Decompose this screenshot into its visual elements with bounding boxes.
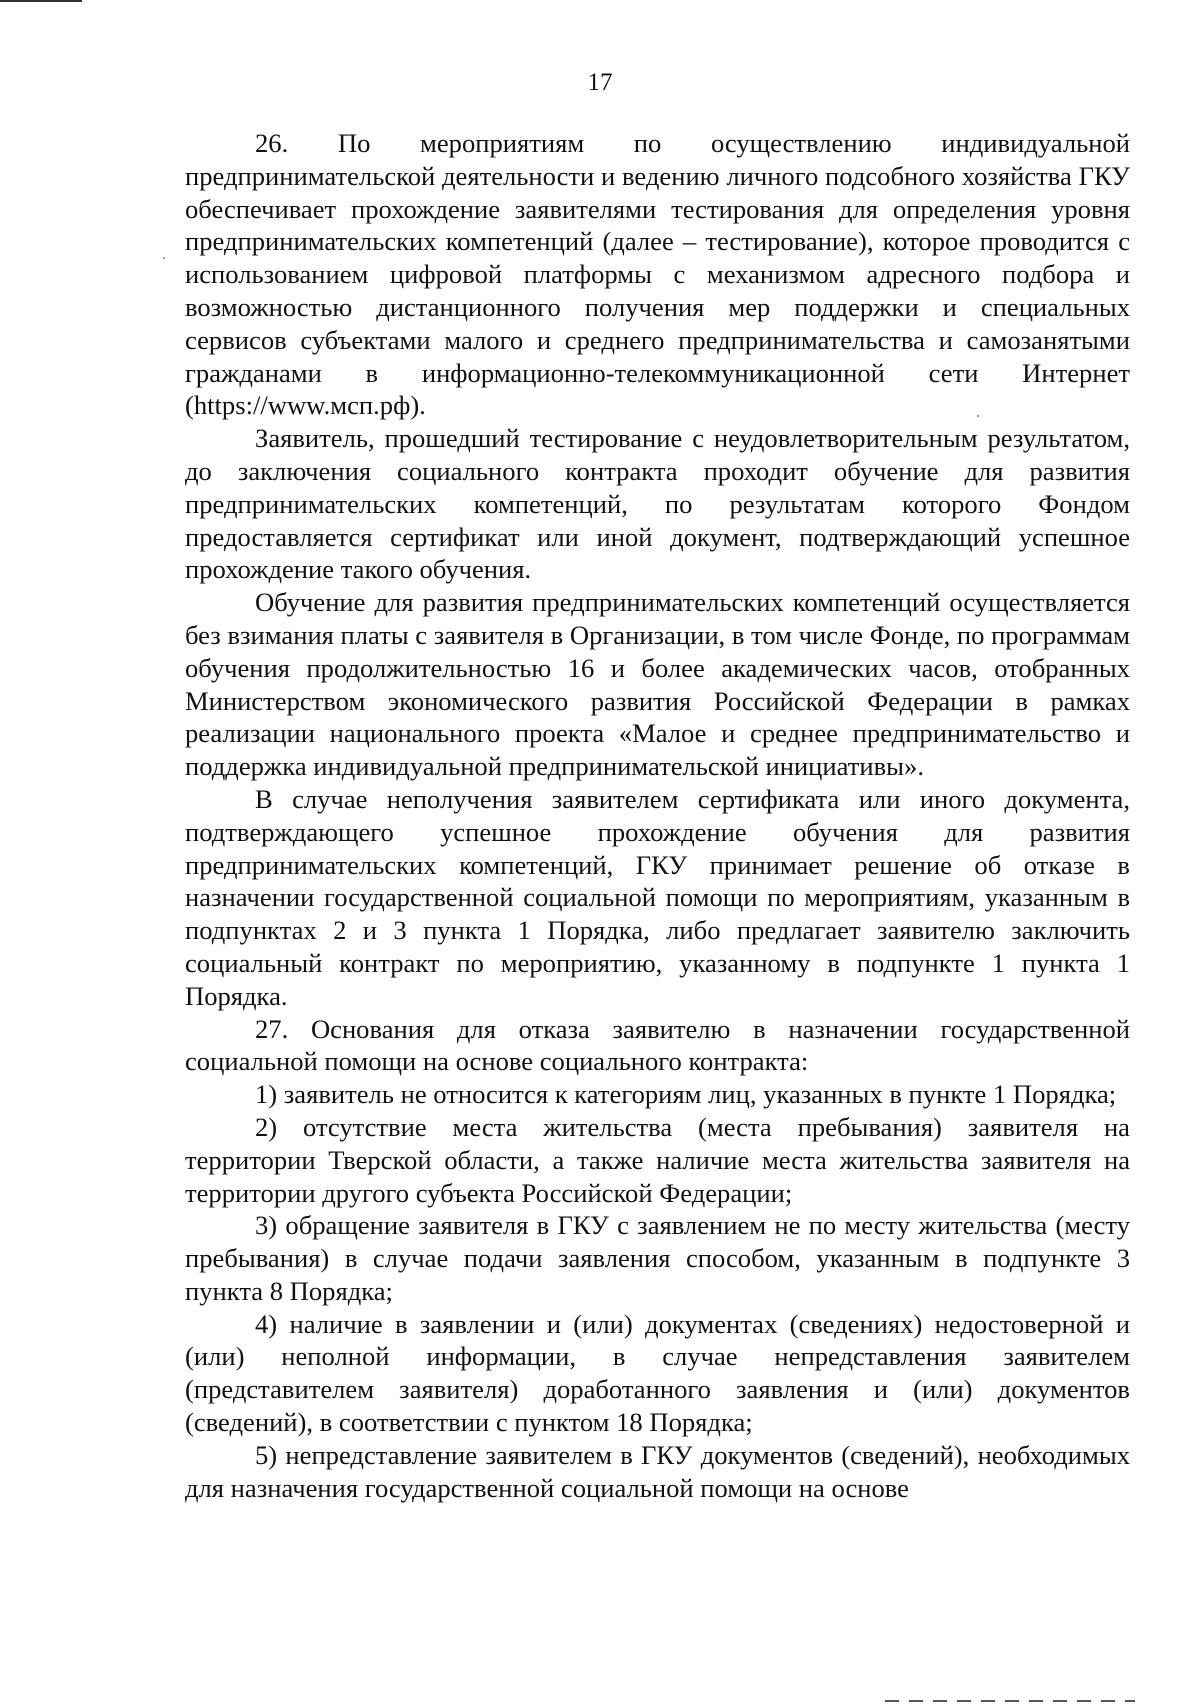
list-item-3: 3) обращение заявителя в ГКУ с заявлением не по месту жительства (месту пребывания) в случае подачи заявления способом, указанным в подпункте 3 пункта 8 Порядка; [185,1210,1130,1306]
page-number: 17 [587,69,613,96]
paragraph-training: Обучение для развития предпринимательских компетенций осуществляется без взимания платы с заявителя в Организации, в том числе Фонде, по программам обучения продолжительностью 16 и более академических часов, отобранных Министерством экономического развития Российской Федерации в рамках реализации национального проекта «Малое и среднее предпринимательство и поддержка индивидуальной предпринимательской инициативы». [185,587,1131,782]
list-item-2: 2) отсутствие места жительства (места пребывания) заявителя на территории Тверской области, а также наличие места жительства заявителя на территории другого субъекта Российской Федерации; [185,1111,1130,1208]
paragraph-no-certificate: В случае неполучения заявителем сертификата или иного документа, подтверждающего успешное прохождение обучения для развития предпринимательских компетенций, ГКУ принимает решение об отказе в назначении государственной социальной помощи по мероприятиям, указанным в подпунктах 2 и 3 пункта 1 Порядка, либо предлагает заявителю заключить социальный контракт по мероприятию, указанному в подпункте 1 пункта 1 Порядка. [185,783,1130,1011]
scan-speck [163,257,165,259]
document-body [185,127,1130,1504]
paragraph-testing-result: Заявитель, прошедший тестирование с неудовлетворительным результатом, до заключения социального контракта проходит обучение для развития предпринимательских компетенций, по результатам которого Фондом предоставляется сертификат или иной документ, подтверждающий успешное прохождение такого обучения. [185,423,1130,585]
scan-bottom-marks [885,1700,1135,1702]
list-item-4: 4) наличие в заявлении и (или) документах (сведениях) недостоверной и (или) неполной информации, в случае непредставления заявителем (представителем заявителя) доработанного заявления и (или) документов (сведений), в соответствии с пунктом 18 Порядка; [185,1308,1130,1438]
list-item-1: 1) заявитель не относится к категориям лиц, указанных в пункте 1 Порядка; [255,1079,1117,1110]
paragraph-26: 26. По мероприятиям по осуществлению индивидуальной предпринимательской деятельности и ведению личного подсобного хозяйства ГКУ обеспечивает прохождение заявителями тестирования для определения уровня предпринимательских компетенций (далее – тестирование), которое проводится с использованием цифровой платформы с механизмом адресного подбора и возможностью дистанционного получения мер поддержки и специальных сервисов субъектами малого и среднего предпринимательства и самозанятыми гражданами в информационно-телекоммуникационной сети Интернет (https://www.мсп.рф). [185,128,1130,421]
scan-edge-mark [0,0,82,2]
paragraph-27: 27. Основания для отказа заявителю в назначении государственной социальной помощи на основе социального контракта: [185,1013,1130,1077]
list-item-5: 5) непредставление заявителем в ГКУ документов (сведений), необходимых для назначения государственной социальной помощи на основе [185,1439,1130,1503]
